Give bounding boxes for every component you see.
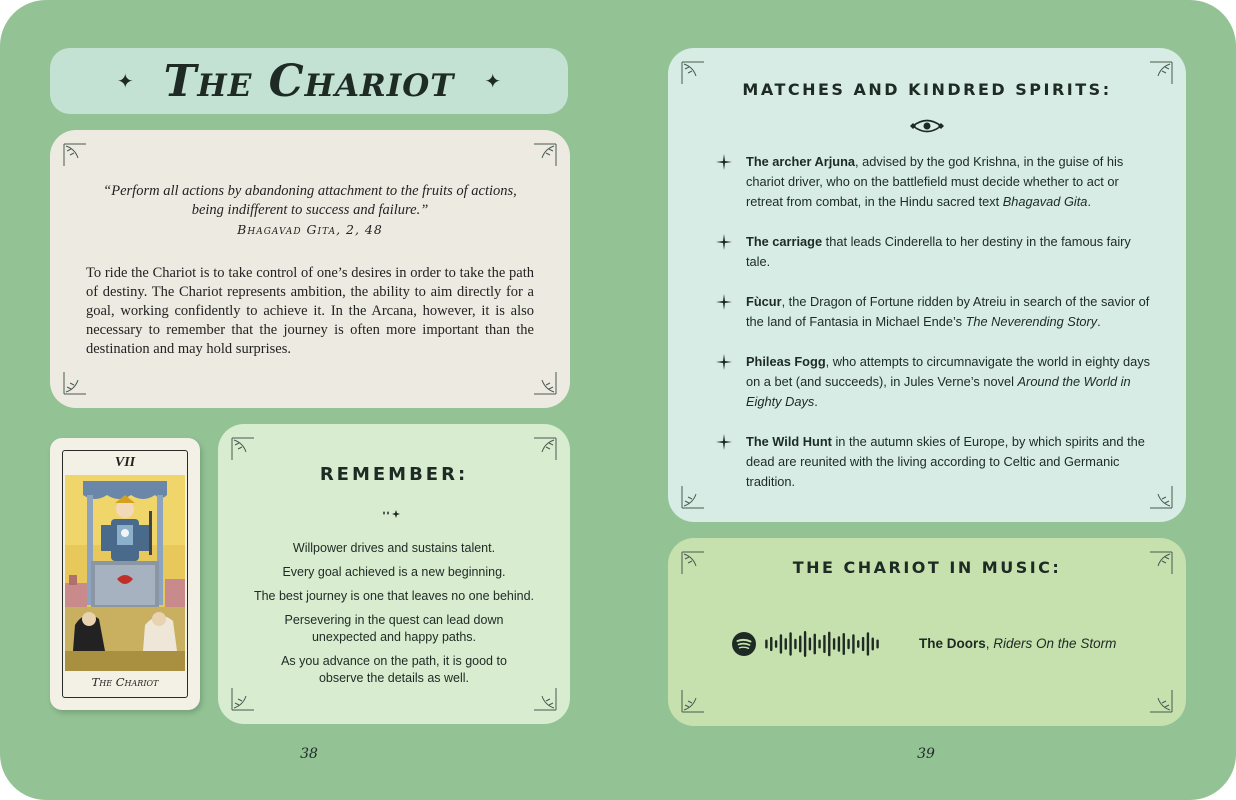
spotify-code-bar xyxy=(876,639,878,648)
music-separator: , xyxy=(985,636,994,651)
spotify-icon[interactable] xyxy=(732,632,756,656)
corner-ornament-icon xyxy=(1148,688,1174,714)
spotify-code-bar xyxy=(799,636,801,653)
music-artist: The Doors xyxy=(919,636,986,651)
spotify-code-bar xyxy=(818,639,820,648)
eye-icon xyxy=(910,116,944,136)
music-track xyxy=(919,636,1159,651)
remember-item: Willpower drives and sustains talent. xyxy=(292,541,496,555)
spotify-code[interactable] xyxy=(764,630,880,658)
match-description: , the Dragon of Fortune ridden by Atreiu in search of the savior of the land of Fantasia in Michael Ende’s xyxy=(746,294,1150,329)
match-description-end: . xyxy=(1087,194,1091,209)
spotify-code-bar xyxy=(804,631,806,657)
match-work-title: Around the World in Eighty Days xyxy=(746,374,1131,409)
match-description-end: . xyxy=(1097,314,1101,329)
tarot-card-illustration xyxy=(65,475,185,671)
tarot-card xyxy=(50,438,200,710)
match-item xyxy=(718,292,1158,352)
sparkle-icon: ✦ xyxy=(484,69,502,93)
quote-text: “Perform all actions by abandoning attachment to the fruits of actions, being indifferent to success and failure.” xyxy=(103,183,517,218)
match-name: Fùcur xyxy=(746,294,782,309)
sparkle-bullet-icon xyxy=(716,434,732,450)
spotify-code-bar xyxy=(828,632,830,657)
spotify-code-bar xyxy=(814,634,816,655)
matches-list xyxy=(718,152,1158,492)
matches-title: MATCHES AND KINDRED SPIRITS: xyxy=(742,80,1112,99)
sparkle-bullet-icon xyxy=(716,354,732,370)
music-panel xyxy=(668,538,1186,726)
corner-ornament-icon xyxy=(62,142,88,168)
match-description: , who attempts to circumnavigate the world in eighty days on a bet (and succeeds), in Jules Verne’s novel xyxy=(746,354,1150,389)
match-work-title: Bhagavad Gita xyxy=(1002,194,1088,209)
match-description: in the autumn skies of Europe, by which spirits and the dead are reunited with the living according to Celtic and Germanic tradition. xyxy=(746,434,1145,489)
tarot-card-name: The Chariot xyxy=(91,675,159,689)
spotify-code-bar xyxy=(785,638,787,650)
tarot-card-number: VII xyxy=(114,455,136,470)
match-name: The archer Arjuna xyxy=(746,154,856,169)
quote-source: Bhagavad Gita, 2, 48 xyxy=(237,222,383,237)
moon-star-icon xyxy=(378,502,412,524)
music-title: THE CHARIOT IN MUSIC: xyxy=(792,558,1062,577)
spotify-code-bar xyxy=(867,632,869,655)
sparkle-bullet-icon xyxy=(716,154,732,170)
remember-title: REMEMBER: xyxy=(319,464,469,485)
spotify-code-bar xyxy=(809,638,811,651)
corner-ornament-icon xyxy=(680,688,706,714)
match-item xyxy=(718,432,1158,492)
spotify-code-bar xyxy=(775,640,777,648)
remember-panel xyxy=(218,424,570,724)
sparkle-icon: ✦ xyxy=(116,69,134,93)
spotify-code-bar xyxy=(862,637,864,651)
match-item xyxy=(718,352,1158,432)
match-description-end: . xyxy=(814,394,818,409)
sparkle-bullet-icon xyxy=(716,234,732,250)
spotify-code-bar xyxy=(833,638,835,650)
spotify-code-bar xyxy=(852,634,854,654)
spotify-code-bar xyxy=(838,636,840,652)
match-name: Phileas Fogg xyxy=(746,354,826,369)
spotify-code-bar xyxy=(770,637,772,651)
sparkle-bullet-icon xyxy=(716,294,732,310)
remember-item: As you advance on the path, it is good to observe the details as well. xyxy=(281,654,507,685)
tarot-card-frame xyxy=(62,450,188,698)
match-name: The carriage xyxy=(746,234,823,249)
spotify-code-bar xyxy=(823,635,825,653)
matches-panel xyxy=(668,48,1186,522)
spotify-code-bar xyxy=(872,638,874,651)
corner-ornament-icon xyxy=(680,484,706,510)
page-number-right: 39 xyxy=(917,746,935,762)
corner-ornament-icon xyxy=(62,370,88,396)
remember-item: The best journey is one that leaves no one behind. xyxy=(253,589,535,603)
remember-list xyxy=(238,540,550,694)
remember-item: Every goal achieved is a new beginning. xyxy=(282,565,506,579)
match-item xyxy=(718,232,1158,292)
spotify-code-bar xyxy=(765,639,767,648)
match-item xyxy=(718,152,1158,232)
corner-ornament-icon xyxy=(532,370,558,396)
spotify-code-bar xyxy=(847,639,849,649)
spotify-code-bar xyxy=(794,639,796,649)
spotify-code-bar xyxy=(780,634,782,654)
match-description: , advised by the god Krishna, in the guise of his chariot driver, who on the battlefield must decide whether to act or retreat from combat, in the Hindu sacred text xyxy=(746,154,1124,209)
card-description: To ride the Chariot is to take control of one’s desires in order to take the path of destiny. The Chariot represents ambition, the ability to aim directly for a goal, working confidently to achieve it. In the Arcana, however, it is also necessary to remember that the journey is often more important than the destination and may hold surprises. xyxy=(86,265,534,357)
spotify-code-bar xyxy=(857,640,859,648)
page-title: The Chariot xyxy=(163,55,455,107)
corner-ornament-icon xyxy=(532,436,558,462)
match-description: that leads Cinderella to her destiny in the famous fairy tale. xyxy=(746,234,1131,269)
spotify-code-bar xyxy=(843,633,845,655)
corner-ornament-icon xyxy=(532,142,558,168)
quote-panel xyxy=(50,130,570,408)
match-name: The Wild Hunt xyxy=(746,434,832,449)
match-work-title: The Neverending Story xyxy=(965,314,1098,329)
title-banner xyxy=(50,48,568,114)
corner-ornament-icon xyxy=(230,436,256,462)
spotify-code-bar xyxy=(789,632,791,655)
page-number-left: 38 xyxy=(300,746,318,762)
music-song: Riders On the Storm xyxy=(993,636,1117,651)
remember-item: Persevering in the quest can lead down unexpected and happy paths. xyxy=(284,613,504,644)
